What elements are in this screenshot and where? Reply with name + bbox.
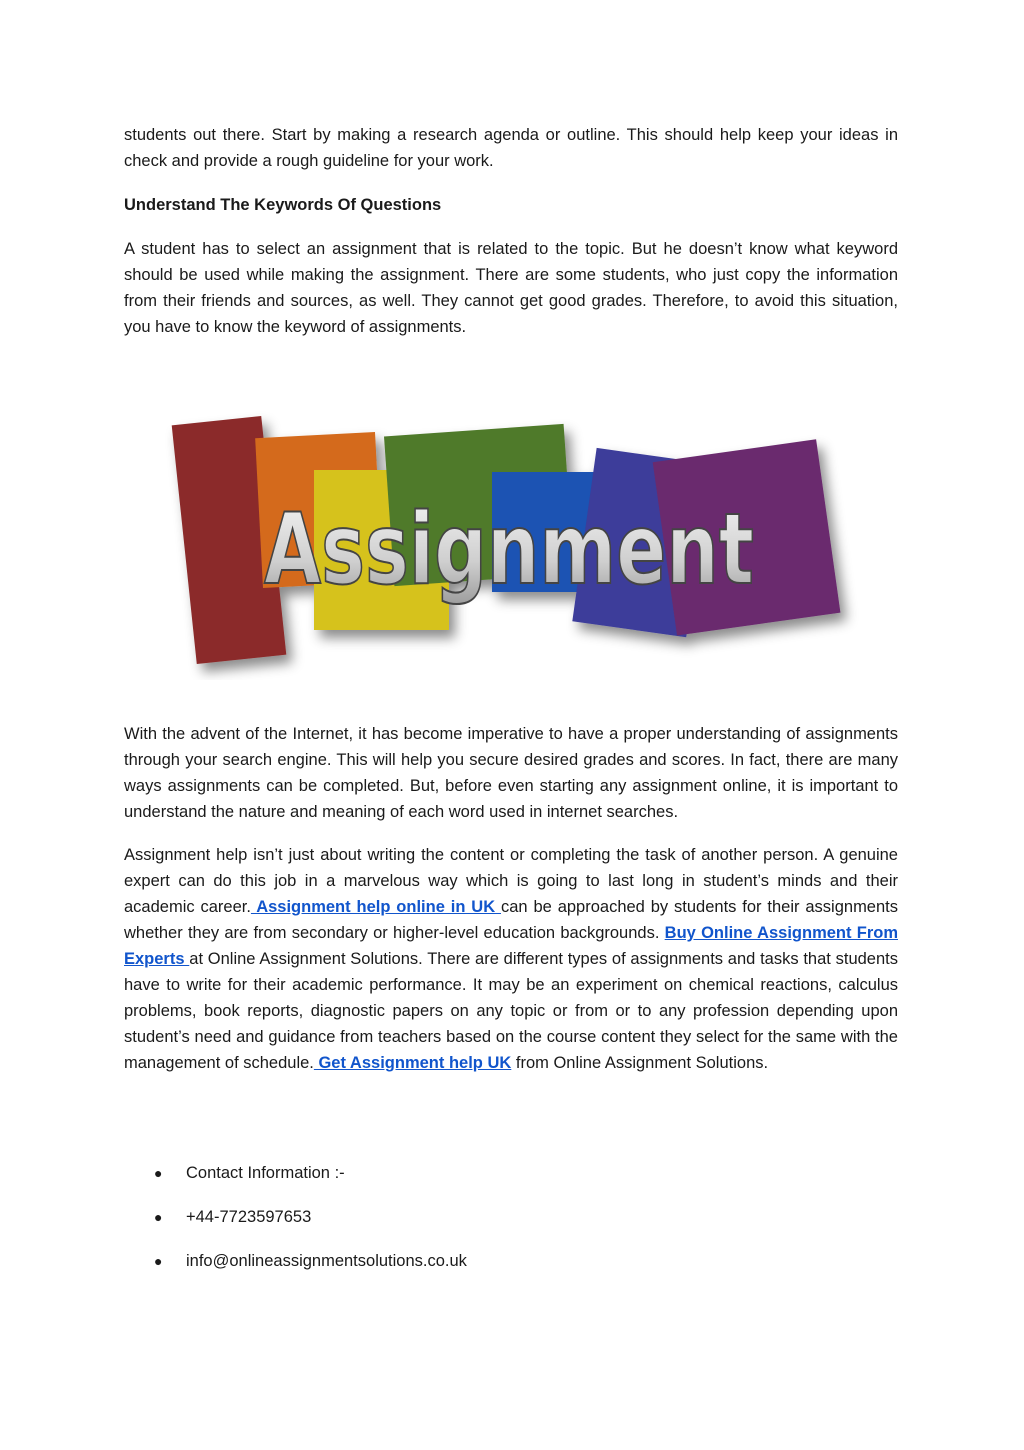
contact-item-header <box>124 1160 898 1186</box>
intro-paragraph: students out there. Start by making a research agenda or outline. This should help keep your ideas in check and provide a rough guideline for your work. <box>124 126 898 170</box>
assignment-logo-text: Assignment <box>264 493 754 607</box>
assignment-logo-image <box>164 400 864 680</box>
contact-email: info@onlineassignmentsolutions.co.uk <box>186 1252 467 1270</box>
section-heading: Understand The Keywords Of Questions <box>124 196 442 214</box>
buy-online-assignment-link[interactable]: Buy Online Assignment From Experts <box>124 924 898 968</box>
contact-item-email <box>124 1248 898 1274</box>
bullet-icon: ● <box>154 1253 163 1269</box>
contact-label: Contact Information :- <box>186 1164 345 1182</box>
paragraph-text-part-3: at Online Assignment Solutions. There are different types of assignments and tasks that students have to write for their academic performance. It may be an experiment on chemical reactions, calculus problems, book reports, diagnostic papers on any topic or from or to any profession depending upon student’s need and guidance from teachers based on the course content they select for the same with the management of schedule. <box>124 950 898 1072</box>
assignment-help-online-uk-link[interactable]: Assignment help online in UK <box>250 898 501 916</box>
keywords-paragraph: A student has to select an assignment that is related to the topic. But he doesn’t know what keyword should be used while making the assignment. There are some students, who just copy the information from their friends and sources, as well. They cannot get good grades. Therefore, to avoid this situation, you have to know the keyword of assignments. <box>124 240 898 336</box>
paragraph-text-part-2: can be approached by students for their assignments whether they are from secondary or higher-level education backgrounds. <box>124 898 898 942</box>
assignment-help-paragraph <box>124 842 898 1076</box>
bullet-icon: ● <box>154 1165 163 1181</box>
contact-phone: +44-7723597653 <box>186 1208 312 1226</box>
get-assignment-help-uk-link[interactable]: Get Assignment help UK <box>313 1054 512 1072</box>
contact-item-phone <box>124 1204 898 1230</box>
bullet-icon: ● <box>154 1209 163 1225</box>
paragraph-text-part-4: from Online Assignment Solutions. <box>511 1054 769 1072</box>
document-page <box>124 0 898 1450</box>
paragraph-text-part-1: Assignment help isn’t just about writing the content or completing the task of another person. A genuine expert can do this job in a marvelous way which is going to last long in student’s minds and their academic career. <box>124 846 898 916</box>
internet-paragraph: With the advent of the Internet, it has become imperative to have a proper understanding of assignments through your search engine. This will help you secure desired grades and scores. In fact, there are many ways assignments can be completed. But, before even starting any assignment online, it is important to understand the nature and meaning of each word used in internet searches. <box>124 725 898 821</box>
contact-list <box>124 1160 898 1292</box>
assignment-illustration <box>164 400 864 680</box>
